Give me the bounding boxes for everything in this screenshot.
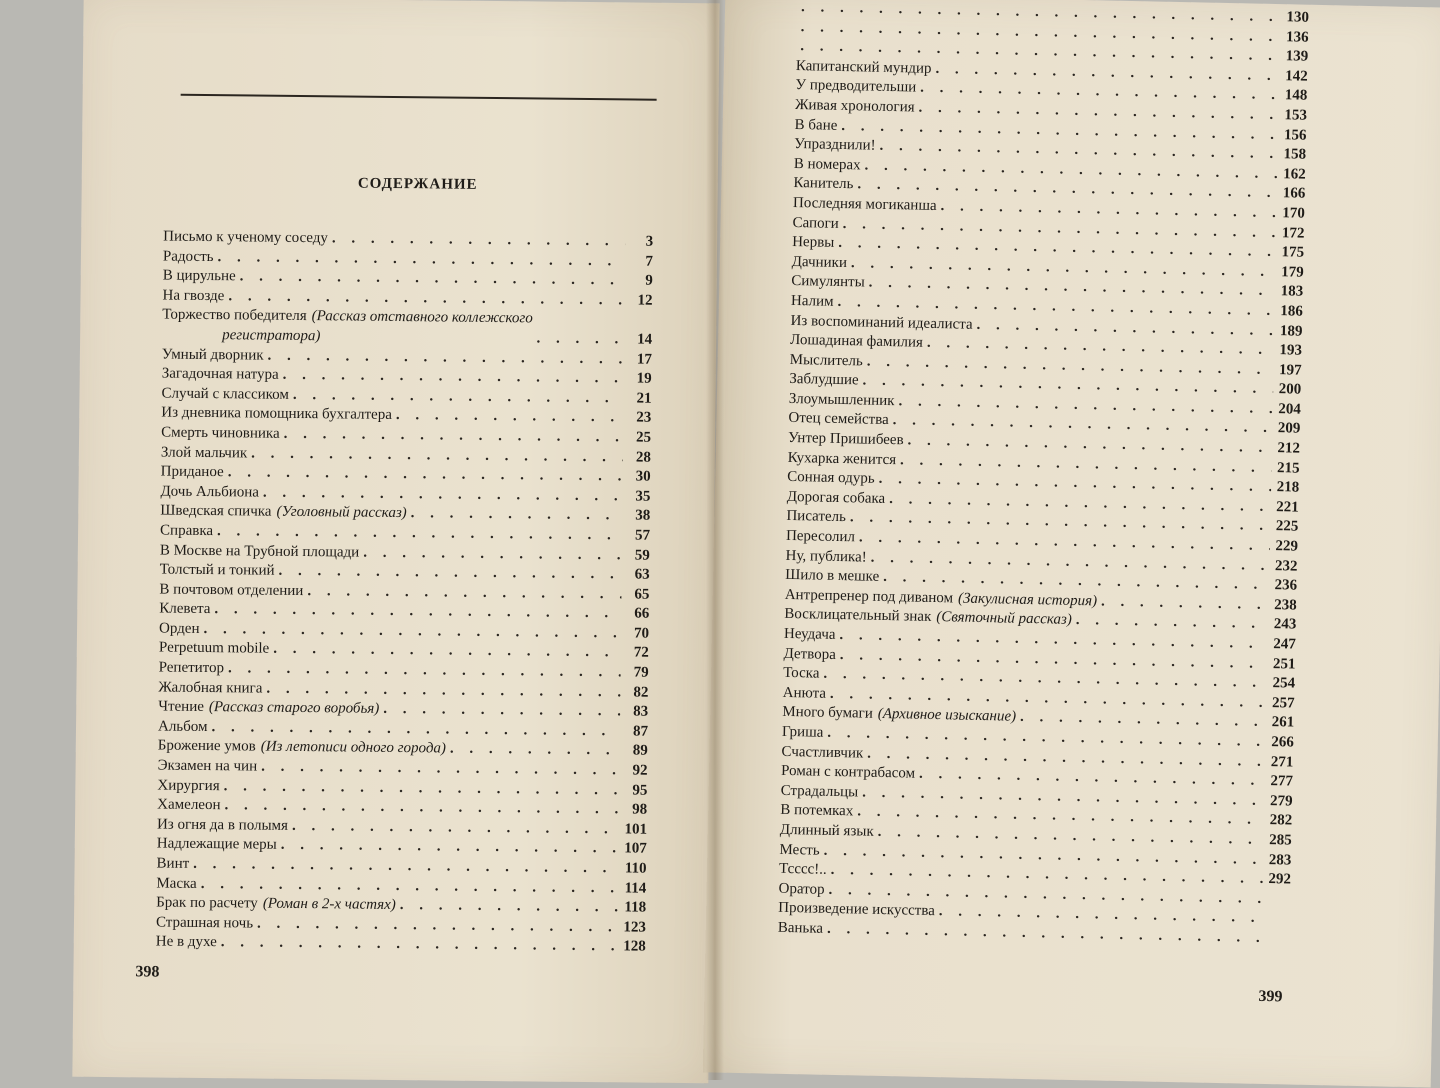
toc-entry-subtitle: (Роман в 2-х частях) (262, 895, 396, 914)
dot-leader (396, 406, 624, 428)
dot-leader (450, 740, 620, 761)
toc-entry-subtitle: (Из летописи одного города) (260, 739, 447, 757)
toc-entry-page-number: 89 (632, 742, 648, 760)
toc-entry-page-number: 247 (1273, 636, 1297, 653)
toc-entry-title: Страдальцы (780, 782, 859, 801)
toc-entry-title: Из дневника помощника бухгалтера (161, 404, 392, 424)
toc-entry-title: В почтовом отделении (159, 581, 304, 599)
toc-entry-page-number: 87 (632, 723, 649, 740)
toc-entry-title: Альбом (157, 718, 208, 735)
toc-entry-page-number: 101 (624, 821, 648, 838)
toc-entry (162, 306, 652, 350)
toc-entry-title: Умный дворник (161, 346, 264, 364)
toc-entry-subtitle: (Архивное изыскание) (877, 706, 1017, 726)
toc-entry-page-number: 221 (1276, 498, 1299, 516)
right-toc-list (778, 0, 1310, 949)
toc-entry-subtitle: (Уголовный рассказ) (276, 504, 407, 522)
toc-entry-page-number: 130 (1286, 9, 1310, 26)
toc-entry-subtitle-continued: регистратора) (222, 327, 321, 345)
page-number-left: 398 (135, 963, 160, 981)
toc-entry-title: Мыслитель (789, 351, 863, 370)
toc-entry-page-number (1266, 942, 1290, 943)
toc-entry-title: Загадочная натура (161, 365, 279, 383)
toc-entry-title: Неудача (783, 625, 836, 643)
toc-entry-page-number: 21 (636, 390, 652, 407)
dot-leader (221, 934, 618, 958)
toc-entry-page-number: 209 (1277, 420, 1301, 438)
toc-entry-title: Чтение (158, 698, 205, 716)
header-rule (181, 94, 657, 101)
toc-entry-page-number: 172 (1281, 224, 1305, 242)
toc-entry-title: Кухарка женится (787, 449, 897, 468)
toc-entry-page-number: 136 (1285, 28, 1309, 46)
toc-entry-title: Торжество победителя (162, 306, 307, 325)
toc-entry-page-number: 23 (636, 409, 652, 427)
toc-entry (156, 933, 646, 958)
toc-entry-title: Экзамен на чин (157, 757, 258, 775)
toc-entry-page-number: 266 (1271, 734, 1294, 751)
toc-entry-title: Лошадиная фамилия (789, 332, 924, 351)
toc-entry-page-number: 63 (634, 566, 650, 583)
toc-entry-title: Злой мальчик (160, 444, 248, 461)
toc-entry-page-number: 170 (1282, 205, 1306, 222)
toc-entry-title: Много бумаги (782, 704, 873, 723)
left-toc-list (156, 228, 654, 958)
toc-entry-page-number: 225 (1275, 518, 1299, 536)
toc-entry-title: Шило в мешке (785, 567, 880, 586)
toc-entry-page-number: 283 (1268, 851, 1292, 869)
toc-entry-title: Гриша (781, 723, 824, 741)
toc-entry-title: Из огня да в полымя (156, 816, 289, 834)
toc-entry-page-number: 243 (1273, 616, 1297, 633)
toc-entry-page-number: 200 (1278, 381, 1302, 398)
toc-entry-title: Длинный язык (779, 821, 874, 840)
toc-entry-title: У предводительши (795, 77, 917, 96)
toc-entry-page-number: 9 (645, 272, 653, 289)
toc-entry-title: Упразднили! (794, 136, 876, 154)
toc-entry-title: Хирургия (157, 777, 220, 794)
toc-entry-title: Пересолил (785, 527, 856, 546)
toc-entry-page-number: 59 (634, 547, 650, 564)
toc-entry-title: Последняя могиканша (792, 194, 937, 214)
toc-entry-page-number: 65 (634, 586, 650, 603)
toc-entry-page-number: 277 (1270, 773, 1294, 790)
toc-entry-title: Дорогая собака (786, 488, 886, 507)
toc-entry-page-number: 57 (634, 527, 651, 544)
toc-entry-title: Нервы (792, 234, 835, 251)
toc-entry-page-number: 38 (635, 507, 651, 524)
toc-entry-title: Тоска (782, 665, 820, 682)
toc-entry-page-number: 35 (635, 488, 651, 505)
toc-entry-page-number: 28 (635, 449, 651, 466)
toc-entry-title: Ну, публика! (785, 547, 867, 566)
toc-entry-page-number: 197 (1278, 361, 1302, 379)
toc-entry-page-number: 25 (636, 429, 652, 446)
toc-entry-page-number: 17 (636, 351, 652, 368)
toc-entry-page-number: 19 (636, 370, 652, 387)
toc-entry-title: Репетитор (158, 659, 225, 677)
toc-entry-page-number: 285 (1269, 832, 1292, 849)
toc-entry-title: Налим (790, 292, 834, 310)
toc-entry-page-number: 183 (1280, 283, 1304, 300)
toc-entry-title: Клевета (159, 600, 211, 618)
toc-entry-page-number: 193 (1279, 342, 1303, 359)
toc-entry-subtitle: (Рассказ отставного коллежского (311, 308, 533, 327)
toc-entry-title: Дачники (791, 253, 848, 271)
dot-leader (383, 700, 620, 722)
contents-heading: СОДЕРЖАНИЕ (357, 175, 478, 193)
toc-entry-title: Роман с контрабасом (780, 762, 916, 782)
toc-entry-page-number: 128 (623, 938, 646, 956)
toc-entry-title: Произведение искусства (778, 900, 936, 920)
toc-entry-title: В бане (794, 116, 838, 134)
toc-entry-title: Счастливчик (781, 743, 864, 762)
toc-entry-page-number: 179 (1280, 263, 1304, 281)
toc-entry-title: Радость (162, 248, 214, 265)
toc-entry-title: Смерть чиновника (161, 424, 280, 442)
toc-entry-title: Антрепренер под диваном (784, 586, 954, 607)
toc-entry-page-number: 251 (1272, 655, 1296, 673)
toc-entry-page-number (1266, 903, 1290, 904)
toc-entry-page-number: 30 (635, 468, 651, 485)
toc-entry-title: Не в духе (155, 933, 217, 951)
toc-entry-page-number: 82 (633, 684, 649, 701)
toc-entry-page-number: 3 (645, 233, 654, 250)
toc-entry-title: Сонная одурь (787, 469, 875, 487)
toc-entry-title: Винт (156, 855, 190, 872)
toc-entry-page-number: 186 (1280, 303, 1304, 320)
toc-entry-title: Месть (779, 841, 820, 859)
toc-entry-page-number: 110 (624, 860, 647, 877)
toc-entry-title: Хамелеон (157, 796, 221, 814)
toc-entry-title: Справка (160, 522, 214, 539)
toc-entry-title: Письмо к ученому соседу (163, 228, 329, 247)
toc-entry-title: Капитанский мундир (795, 57, 932, 77)
toc-entry-page-number: 142 (1285, 68, 1308, 85)
toc-entry-page-number: 70 (633, 625, 650, 642)
toc-entry-page-number: 229 (1275, 538, 1299, 555)
toc-entry-page-number: 218 (1276, 479, 1300, 496)
toc-entry-subtitle: (Рассказ старого воробья) (208, 699, 380, 718)
toc-entry-page-number: 123 (623, 919, 647, 936)
toc-entry-page-number (1266, 922, 1290, 923)
dot-leader (536, 329, 624, 350)
toc-entry-title: В номерах (793, 155, 861, 174)
toc-entry-title: Брожение умов (157, 737, 256, 755)
toc-entry-page-number: 139 (1285, 48, 1309, 65)
toc-entry-subtitle: (Закулисная история) (957, 590, 1098, 610)
dot-leader (400, 896, 619, 918)
toc-entry-page-number: 83 (633, 703, 649, 720)
toc-entry-title: Приданое (160, 463, 224, 481)
toc-entry-title: Perpetuum mobile (158, 639, 270, 658)
dot-leader (363, 543, 622, 565)
toc-entry-page-number: 107 (624, 840, 647, 858)
toc-entry-title: В цирульне (162, 267, 236, 285)
toc-entry-title: Восклицательный знак (784, 606, 932, 626)
toc-entry-page-number: 166 (1282, 185, 1306, 203)
toc-entry-title: Симулянты (791, 273, 865, 291)
toc-entry-title: Дочь Альбиона (160, 483, 260, 501)
toc-entry-title: Маска (156, 875, 197, 892)
toc-entry-title: Детвора (783, 645, 836, 663)
toc-entry-title: Орден (158, 620, 200, 637)
toc-entry-page-number: 257 (1271, 694, 1295, 712)
right-page (703, 0, 1440, 1088)
toc-entry-title: Злоумышленник (788, 390, 895, 410)
toc-entry-page-number: 212 (1277, 440, 1301, 457)
toc-entry-page-number: 12 (637, 292, 653, 309)
toc-entry-page-number: 92 (632, 762, 648, 779)
toc-entry-title: Оратор (778, 880, 825, 898)
toc-entry-page-number: 175 (1281, 244, 1305, 261)
toc-entry-title: Случай с классиком (161, 385, 289, 403)
toc-entry-page-number: 95 (632, 782, 648, 799)
left-page (72, 0, 719, 1083)
toc-entry-page-number: 7 (645, 253, 654, 270)
toc-entry-page-number: 254 (1272, 675, 1296, 692)
toc-entry-title: Сапоги (792, 214, 839, 232)
toc-entry-page-number: 204 (1278, 401, 1301, 418)
toc-entry-subtitle: (Святочный рассказ) (936, 609, 1072, 629)
toc-entry-title: Из воспоминаний идеалиста (790, 312, 973, 333)
toc-entry-title: Толстый и тонкий (159, 561, 275, 579)
toc-entry-page-number: 279 (1269, 792, 1293, 810)
toc-entry-page-number: 148 (1284, 87, 1308, 105)
toc-entry-page-number: 215 (1276, 459, 1300, 477)
toc-entry-title: Канитель (793, 175, 854, 193)
toc-entry-page-number: 98 (632, 801, 648, 818)
toc-entry-title: Живая хронология (794, 96, 915, 116)
toc-entry-page-number: 72 (633, 644, 649, 662)
toc-entry-page-number: 158 (1283, 146, 1307, 163)
toc-entry-page-number: 292 (1268, 871, 1292, 888)
toc-entry-title: Жалобная книга (158, 679, 263, 697)
toc-entry-page-number: 114 (624, 880, 647, 897)
toc-entry-page-number: 79 (633, 664, 649, 681)
toc-entry-title: Анюта (782, 684, 827, 702)
toc-entry-title: На гвозде (162, 287, 225, 304)
toc-entry-page-number: 153 (1284, 107, 1308, 124)
toc-entry-page-number: 14 (637, 331, 653, 348)
toc-entry-page-number: 162 (1283, 165, 1306, 183)
toc-entry-title: В Москве на Трубной площади (159, 542, 360, 561)
toc-entry-page-number: 261 (1271, 714, 1295, 731)
toc-entry-title: Страшная ночь (155, 914, 254, 932)
toc-entry-title: Отец семейства (788, 410, 889, 429)
toc-entry-title: Унтер Пришибеев (787, 429, 904, 449)
toc-entry-page-number: 232 (1274, 557, 1298, 575)
toc-entry-page-number: 236 (1274, 577, 1298, 594)
toc-entry-title: Тсссс!.. (778, 860, 827, 878)
dot-leader (411, 504, 623, 526)
toc-entry-title: Шведская спичка (160, 502, 272, 521)
toc-entry-title: В потемках (780, 802, 854, 820)
toc-entry-title: Ванька (777, 919, 824, 937)
toc-entry-title: Надлежащие меры (156, 835, 277, 854)
toc-entry-page-number: 118 (624, 899, 647, 916)
toc-entry-title: Писатель (786, 508, 847, 526)
toc-entry-page-number: 189 (1279, 322, 1303, 340)
toc-entry-page-number: 156 (1283, 126, 1307, 144)
toc-entry-page-number: 271 (1270, 753, 1294, 771)
toc-entry-page-number: 66 (634, 605, 650, 622)
page-number-right: 399 (1258, 987, 1283, 1006)
toc-entry-page-number: 238 (1274, 596, 1297, 614)
toc-entry-page-number: 282 (1269, 812, 1293, 829)
toc-entry-title: Брак по расчету (156, 894, 258, 912)
toc-entry-title: Заблудшие (789, 371, 859, 389)
